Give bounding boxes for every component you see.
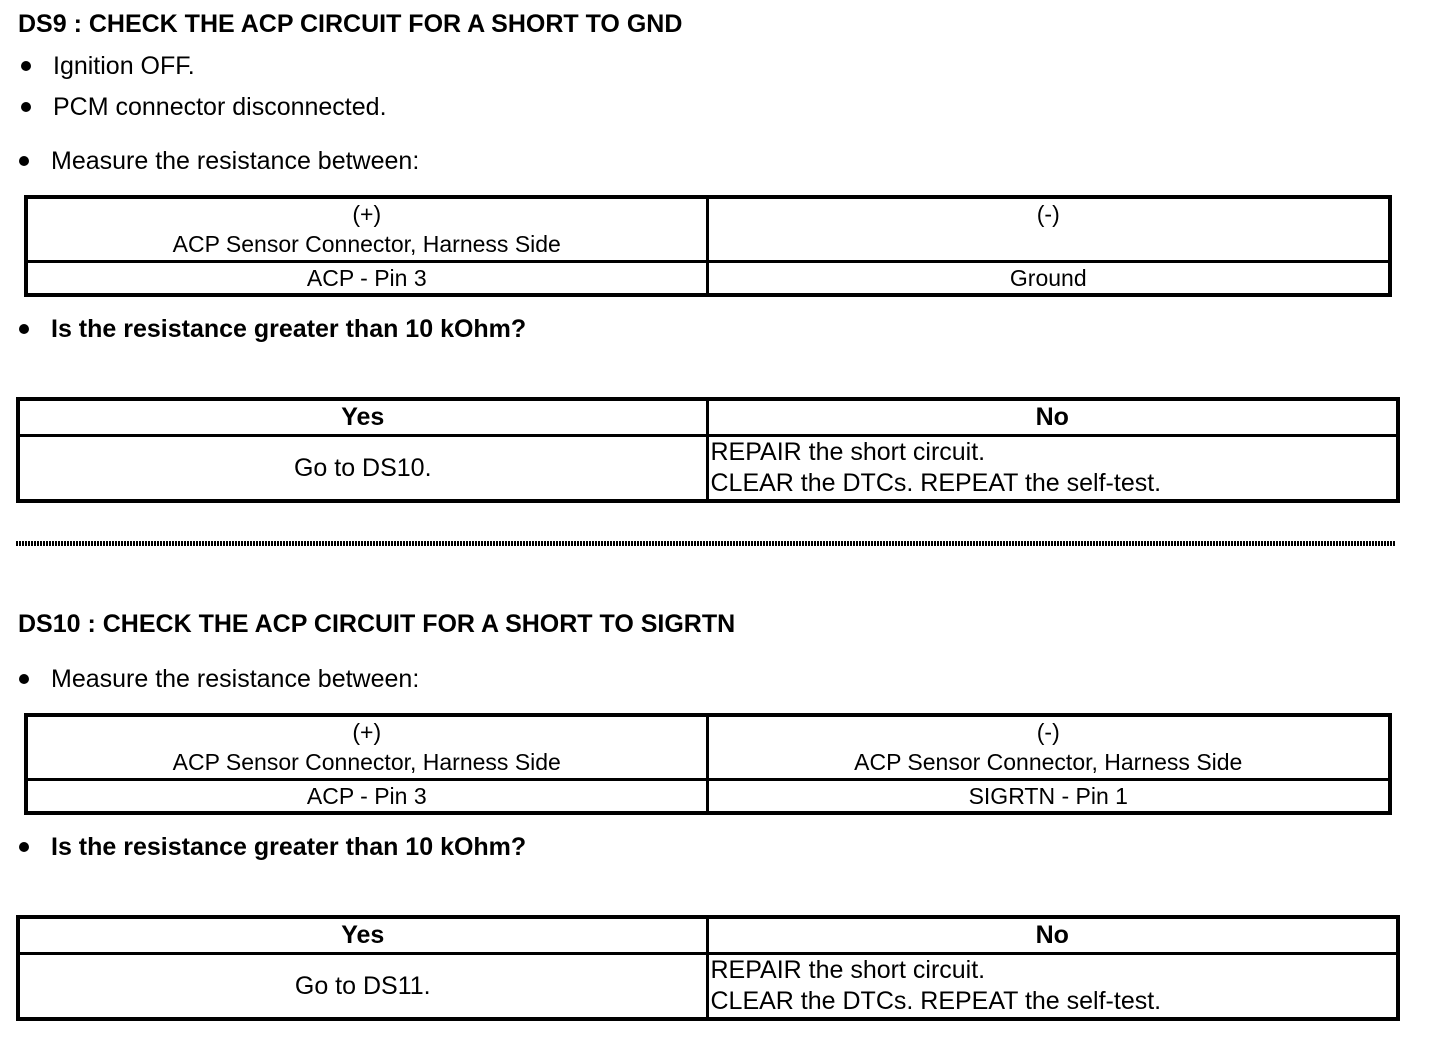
neg-sub: ACP Sensor Connector, Harness Side (854, 749, 1243, 775)
ds9-bullet-measure (19, 145, 419, 177)
bullet-text: Measure the resistance between: (51, 146, 420, 175)
bullet-icon (19, 324, 29, 334)
bullet-text: PCM connector disconnected. (53, 92, 387, 121)
question-text: Is the resistance greater than 10 kOhm? (51, 832, 527, 861)
no-header: No (707, 917, 1398, 953)
ds9-measure-table (24, 195, 1392, 297)
table-row (26, 779, 1390, 813)
question-text: Is the resistance greater than 10 kOhm? (51, 314, 527, 343)
no-action-cell (707, 435, 1398, 501)
no-action-line1: REPAIR the short circuit. (710, 437, 986, 466)
measure-pos-value: ACP - Pin 3 (26, 779, 707, 813)
measure-neg-header-cell (707, 197, 1390, 261)
ds10-result-table (16, 915, 1400, 1021)
neg-header: (-) (1036, 201, 1060, 227)
no-action-line1: REPAIR the short circuit. (710, 955, 986, 984)
bullet-text: Measure the resistance between: (51, 664, 420, 693)
pos-sub: ACP Sensor Connector, Harness Side (172, 749, 561, 775)
bullet-icon (21, 102, 31, 112)
ds9-bullet-ignition (21, 50, 195, 82)
bullet-icon (19, 156, 29, 166)
neg-header: (-) (1036, 719, 1060, 745)
pos-header: (+) (352, 201, 382, 227)
ds10-question (19, 831, 526, 863)
ds10-measure-table (24, 713, 1392, 815)
measure-pos-header-cell (26, 197, 707, 261)
ds10-bullet-measure (19, 663, 419, 695)
measure-pos-value: ACP - Pin 3 (26, 261, 707, 295)
ds9-title: DS9 : CHECK THE ACP CIRCUIT FOR A SHORT TO GND (18, 10, 683, 38)
table-row (18, 435, 1398, 501)
ds9-question (19, 313, 526, 345)
table-row (26, 197, 1390, 261)
no-header: No (707, 399, 1398, 435)
bullet-icon (19, 674, 29, 684)
no-action-line2: CLEAR the DTCs. REPEAT the self-test. (710, 986, 1162, 1015)
ds9-result-table (16, 397, 1400, 503)
ds9-bullet-pcm (21, 91, 387, 123)
measure-neg-header-cell (707, 715, 1390, 779)
pos-header: (+) (352, 719, 382, 745)
table-row (26, 715, 1390, 779)
bullet-icon (19, 842, 29, 852)
section-divider (16, 541, 1396, 546)
measure-pos-header-cell (26, 715, 707, 779)
bullet-text: Ignition OFF. (53, 51, 195, 80)
table-row (18, 953, 1398, 1019)
measure-neg-value: SIGRTN - Pin 1 (707, 779, 1390, 813)
no-action-cell (707, 953, 1398, 1019)
pos-sub: ACP Sensor Connector, Harness Side (172, 231, 561, 257)
yes-header: Yes (18, 399, 707, 435)
table-row (18, 399, 1398, 435)
yes-action: Go to DS11. (18, 953, 707, 1019)
yes-action: Go to DS10. (18, 435, 707, 501)
yes-header: Yes (18, 917, 707, 953)
no-action-line2: CLEAR the DTCs. REPEAT the self-test. (710, 468, 1162, 497)
table-row (26, 261, 1390, 295)
measure-neg-value: Ground (707, 261, 1390, 295)
ds10-title: DS10 : CHECK THE ACP CIRCUIT FOR A SHORT TO SIGRTN (18, 610, 736, 638)
bullet-icon (21, 61, 31, 71)
table-row (18, 917, 1398, 953)
